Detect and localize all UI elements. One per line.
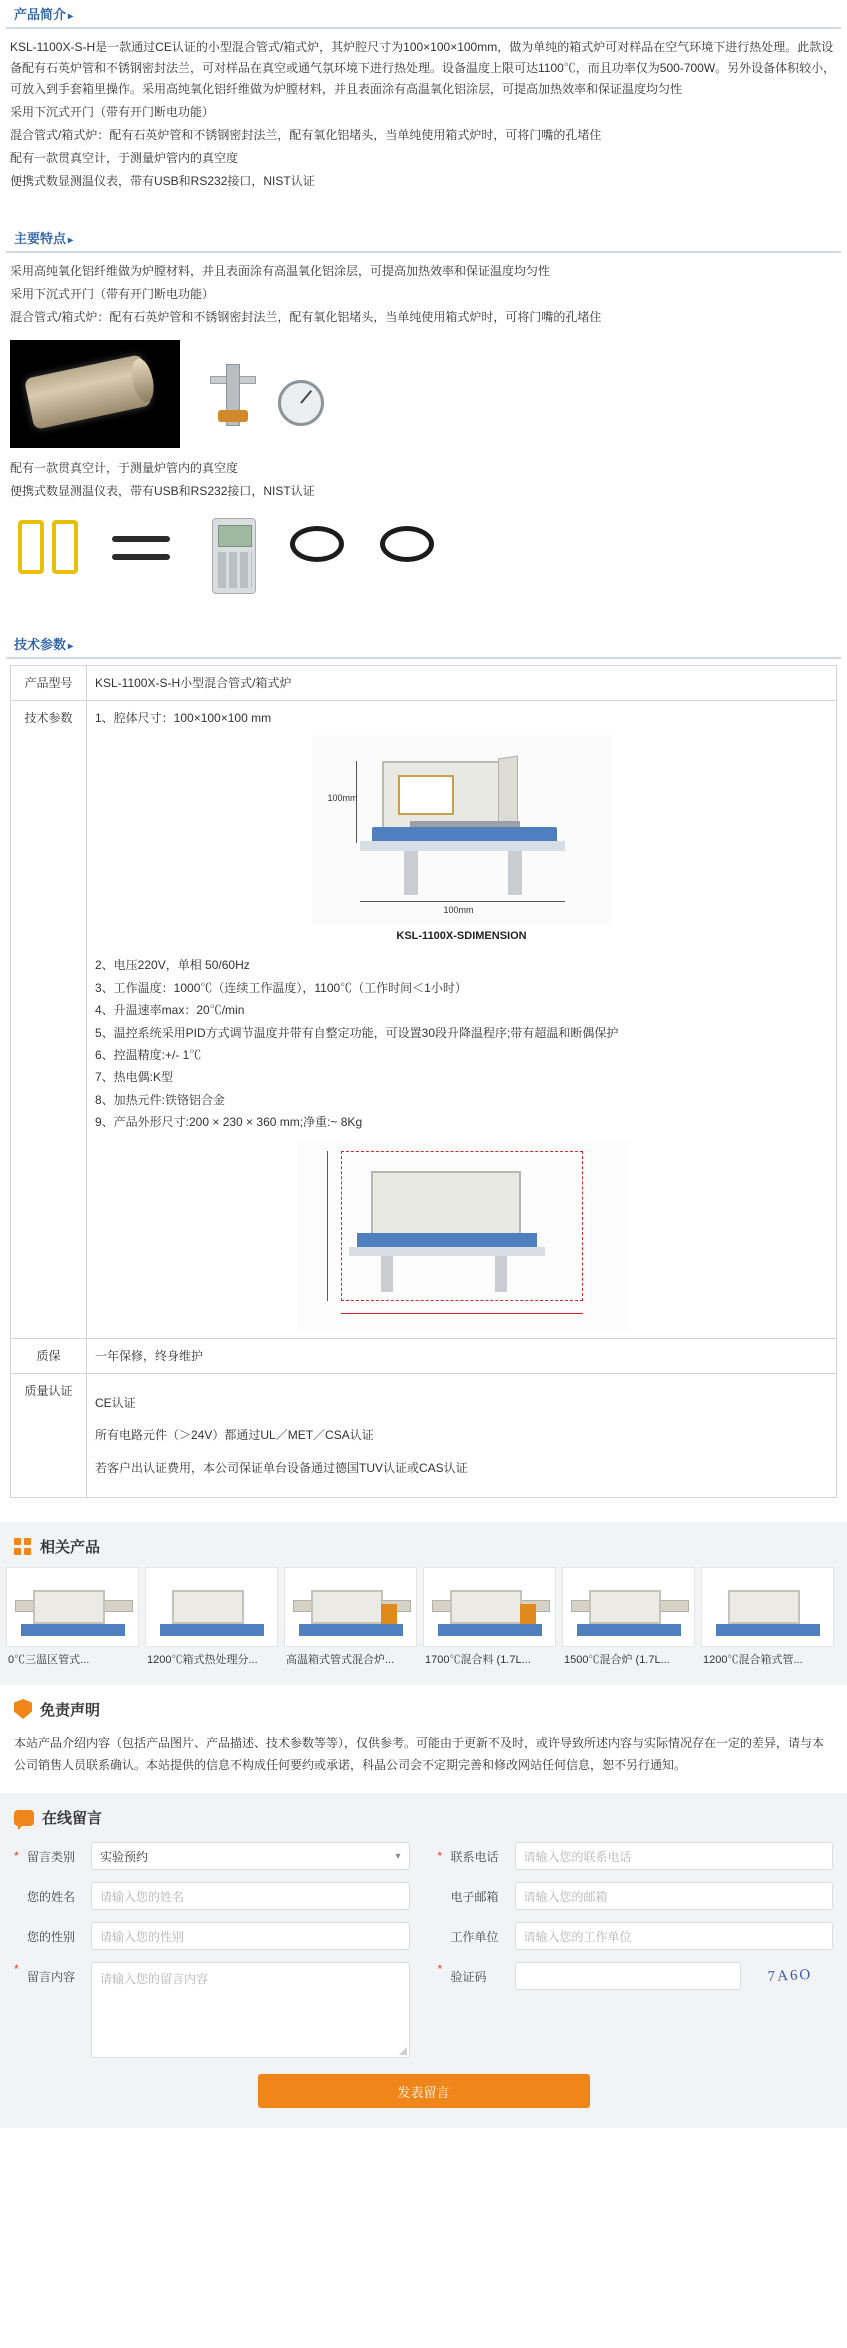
- required-marker: *: [14, 1849, 19, 1864]
- tech-item: 9、产品外形尺寸:200 × 230 × 360 mm;净重:~ 8Kg: [95, 1115, 363, 1130]
- product-caption[interactable]: 1500℃混合炉 (1.7L...: [564, 1654, 670, 1667]
- tech-item: 2、电压220V，单相 50/60Hz: [95, 958, 250, 973]
- product-thumbnail[interactable]: [701, 1567, 834, 1647]
- spec-table: [10, 665, 837, 1498]
- spec-label: 质量认证: [11, 1373, 87, 1497]
- quartz-tube-photo: [10, 340, 180, 448]
- furnace-accent-shape: [381, 1604, 397, 1624]
- product-caption[interactable]: 0℃三温区管式...: [8, 1654, 90, 1667]
- dimension-arrow-horizontal: [341, 1313, 583, 1314]
- tech-item: 8、加热元件:铁铬铝合金: [95, 1092, 226, 1107]
- field-label: 联系电话: [450, 1849, 499, 1864]
- product-thumbnail[interactable]: [423, 1567, 556, 1647]
- submit-row: [14, 2074, 833, 2108]
- message-form-title: 在线留言: [42, 1810, 103, 1828]
- field-label: 您的姓名: [27, 1889, 76, 1904]
- chevron-right-icon: ▸: [68, 11, 74, 22]
- related-products-title: 相关产品: [40, 1539, 101, 1557]
- thermocouple-clip-photo: [10, 514, 90, 584]
- product-card[interactable]: [284, 1567, 417, 1668]
- email-input[interactable]: [515, 1882, 834, 1910]
- furnace-base-shape: [299, 1624, 403, 1636]
- message-form-section: [0, 1793, 847, 2128]
- furnace-leg-shape: [404, 851, 418, 895]
- gender-input[interactable]: [91, 1922, 410, 1950]
- furnace-dimension-diagram: [312, 735, 612, 925]
- quality-item: CE认证: [95, 1395, 136, 1410]
- furnace-leg-shape: [381, 1256, 393, 1292]
- furnace-body-shape: [450, 1590, 522, 1624]
- captcha-row: [515, 1962, 834, 1990]
- feature-paragraph: 采用高纯氧化铝纤维做为炉膛材料，并且表面涂有高温氧化铝涂层，可提高加热效率和保证温度均匀性: [10, 264, 551, 278]
- product-caption[interactable]: 1200℃箱式热处理分...: [147, 1654, 258, 1667]
- furnace-base-shape: [716, 1624, 820, 1636]
- chevron-down-icon: ▾: [395, 1850, 401, 1862]
- field-label: 工作单位: [450, 1929, 499, 1944]
- disclaimer-title: 免责声明: [40, 1701, 101, 1719]
- field-label: 您的性别: [27, 1929, 76, 1944]
- chat-icon: [14, 1810, 34, 1826]
- diagram-caption: KSL-1100X-SDIMENSION: [396, 929, 527, 942]
- vacuum-gauge-photo: [190, 340, 340, 448]
- table-row: [11, 1373, 837, 1497]
- product-thumbnail[interactable]: [562, 1567, 695, 1647]
- furnace-body-shape: [311, 1590, 383, 1624]
- spec-value-tech: [87, 701, 837, 1338]
- furnace-base-shape: [577, 1624, 681, 1636]
- gauge-dial-shape: [278, 380, 324, 426]
- product-thumbnail[interactable]: [284, 1567, 417, 1647]
- field-label: 留言内容: [27, 1970, 76, 1985]
- spec-label: 质保: [11, 1338, 87, 1373]
- chevron-right-icon: ▸: [68, 235, 74, 246]
- table-row: [11, 666, 837, 701]
- spec-table-wrap: [0, 659, 847, 1508]
- name-input[interactable]: [91, 1882, 410, 1910]
- spec-label: 产品型号: [11, 666, 87, 701]
- product-thumbnail[interactable]: [145, 1567, 278, 1647]
- section-title-features: 主要特点: [14, 231, 67, 246]
- spec-value: 一年保修，终身维护: [87, 1338, 837, 1373]
- probe-photo: [100, 514, 190, 584]
- category-select[interactable]: [91, 1842, 410, 1870]
- furnace-accent-shape: [520, 1604, 536, 1624]
- section-heading-features: [6, 224, 841, 253]
- product-card[interactable]: [701, 1567, 834, 1668]
- tech-item: 7、热电偶:K型: [95, 1070, 174, 1085]
- field-email: [438, 1882, 834, 1910]
- company-input-placeholder: 请输入您的工作单位: [523, 1929, 632, 1944]
- phone-input[interactable]: [515, 1842, 834, 1870]
- grid-icon: [14, 1538, 32, 1556]
- yellow-clip-shape: [52, 520, 78, 574]
- furnace-outline-diagram: [297, 1141, 627, 1331]
- related-products-row: [0, 1567, 847, 1668]
- dimension-arrow-vertical: [327, 1151, 328, 1301]
- section-title-specs: 技术参数: [14, 637, 67, 652]
- field-phone: [438, 1842, 834, 1870]
- furnace-plate-shape: [349, 1247, 545, 1256]
- product-caption[interactable]: 1700℃混合料 (1.7L...: [425, 1654, 531, 1667]
- product-card[interactable]: [145, 1567, 278, 1668]
- spec-value: KSL-1100X-S-H小型混合管式/箱式炉: [87, 666, 837, 701]
- dimension-line-horizontal: [360, 901, 565, 902]
- quality-item: 所有电路元件（＞24V）都通过UL／MET／CSA认证: [95, 1428, 374, 1443]
- furnace-body-shape: [371, 1171, 521, 1235]
- intro-paragraph: 采用下沉式开门（带有开门断电功能）: [10, 105, 215, 119]
- disclaimer-text: 本站产品介绍内容（包括产品图片、产品描述、技术参数等等），仅供参考。可能由于更新不及时，或许导致所述内容与实际情况存在一定的差异，请与本公司销售人员联系确认。本站提供的信息不构成任何要约或承诺，科晶公司会不定期完善和修改网站任何信息，恕不另行通知。: [14, 1735, 825, 1773]
- message-form-heading: [14, 1807, 833, 1828]
- valve-knob-shape: [218, 410, 248, 422]
- cable-coil-shape: [290, 526, 344, 562]
- name-input-placeholder: 请输入您的姓名: [100, 1889, 185, 1904]
- probe-shape: [112, 554, 170, 560]
- digital-meter-photo: [200, 514, 270, 602]
- tech-item: 5、温控系统采用PID方式调节温度并带有自整定功能，可设置30段升降温程序;带有超温和断偶保护: [95, 1025, 619, 1040]
- category-select-value: 实验预约: [100, 1849, 149, 1864]
- captcha-input[interactable]: [515, 1962, 742, 1990]
- tech-item-list: [95, 708, 828, 728]
- field-content: [14, 1962, 410, 2058]
- tech-item: 4、升温速率max：20℃/min: [95, 1003, 245, 1018]
- message-form-grid: [14, 1842, 833, 2058]
- cable-coil-shape: [380, 526, 434, 562]
- dimension-label-vertical: 100mm: [327, 792, 358, 803]
- related-products-heading: [0, 1536, 847, 1567]
- field-category: [14, 1842, 410, 1870]
- furnace-body-shape: [589, 1590, 661, 1624]
- furnace-body-shape: [728, 1590, 800, 1624]
- field-company: [438, 1922, 834, 1950]
- feature-paragraph: 便携式数显测温仪表，带有USB和RS232接口，NIST认证: [10, 484, 315, 498]
- table-row: [11, 701, 837, 1338]
- disclaimer-section: [0, 1685, 847, 1782]
- tech-item-list-2: [95, 955, 828, 1132]
- features-body-2: [0, 454, 847, 508]
- quartz-tube-shape: [24, 354, 152, 430]
- disclaimer-heading: [14, 1699, 833, 1720]
- field-label: 电子邮箱: [450, 1889, 499, 1904]
- gender-input-placeholder: 请输入您的性别: [100, 1929, 185, 1944]
- submit-message-button[interactable]: 发表留言: [258, 2074, 590, 2108]
- probe-shape: [112, 536, 170, 542]
- spec-label: 技术参数: [11, 701, 87, 1338]
- product-caption[interactable]: 高温箱式管式混合炉...: [286, 1654, 395, 1667]
- rs232-cable-photo: [370, 514, 450, 584]
- field-gender: [14, 1922, 410, 1950]
- table-row: [11, 1338, 837, 1373]
- field-label: 验证码: [450, 1970, 487, 1985]
- content-textarea[interactable]: [91, 1962, 410, 2058]
- quality-item: 若客户出认证费用，本公司保证单台设备通过德国TUV认证或CAS认证: [95, 1460, 468, 1475]
- furnace-plate-shape: [360, 841, 565, 851]
- usb-cable-photo: [280, 514, 360, 584]
- furnace-base-shape: [21, 1624, 125, 1636]
- intro-body: [0, 29, 847, 198]
- furnace-body-shape: [172, 1590, 244, 1624]
- meter-screen-shape: [218, 525, 252, 547]
- shield-icon: [14, 1699, 32, 1719]
- field-captcha: [438, 1962, 834, 2058]
- furnace-leg-shape: [495, 1256, 507, 1292]
- section-heading-specs: [6, 630, 841, 659]
- product-caption[interactable]: 1200℃混合箱式管...: [703, 1654, 803, 1667]
- chevron-right-icon: ▸: [68, 641, 74, 652]
- phone-input-placeholder: 请输入您的联系电话: [523, 1849, 632, 1864]
- required-marker: *: [437, 1849, 443, 1864]
- section-heading-intro: [6, 0, 841, 29]
- meter-body-shape: [212, 518, 256, 594]
- email-input-placeholder: 请输入您的邮箱: [523, 1889, 608, 1904]
- content-textarea-placeholder: 请输入您的留言内容: [100, 1972, 209, 1987]
- features-body: [0, 253, 847, 334]
- feature-paragraph: 采用下沉式开门（带有开门断电功能）: [10, 287, 215, 301]
- dimension-label-horizontal: 100mm: [443, 904, 474, 915]
- intro-paragraph: 配有一款贯真空计，于测量炉管内的真空度: [10, 151, 239, 165]
- tech-item: 3、工作温度：1000℃（连续工作温度），1100℃（工作时间＜1小时）: [95, 980, 467, 995]
- furnace-cavity-shape: [398, 775, 454, 815]
- yellow-clip-shape: [18, 520, 44, 574]
- captcha-image[interactable]: [746, 1960, 833, 1992]
- tech-item: 6、控温精度:+/- 1℃: [95, 1048, 202, 1063]
- furnace-leg-shape: [508, 851, 522, 895]
- intro-paragraph: 混合管式/箱式炉：配有石英炉管和不锈钢密封法兰，配有氧化铝堵头，当单纯使用箱式炉时，可将门嘴的孔堵住: [10, 128, 602, 142]
- product-card[interactable]: [6, 1567, 139, 1668]
- feature-paragraph: 混合管式/箱式炉：配有石英炉管和不锈钢密封法兰，配有氧化铝堵头，当单纯使用箱式炉时，可将门嘴的孔堵住: [10, 310, 602, 324]
- furnace-base-shape: [438, 1624, 542, 1636]
- field-label: 留言类别: [27, 1849, 76, 1864]
- tech-item: 1、腔体尺寸：100×100×100 mm: [95, 711, 272, 726]
- feature-paragraph: 配有一款贯真空计，于测量炉管内的真空度: [10, 461, 239, 475]
- product-card[interactable]: [423, 1567, 556, 1668]
- field-name: [14, 1882, 410, 1910]
- furnace-body-shape: [33, 1590, 105, 1624]
- intro-paragraph: KSL-1100X-S-H是一款通过CE认证的小型混合管式/箱式炉，其炉腔尺寸为100×100×100mm，做为单纯的箱式炉可对样品在空气环境下进行热处理。此款设备配有石英炉管和不锈钢密封法兰，可对样品在真空或通气氛环境下进行热处理。设备温度上限可达1100℃，而且功率仅为500-700W。另外设备体积较小，可放入到手套箱里操作。采用高纯氧化铝纤维做为炉膛材料，并且表面涂有高温氧化铝涂层，可提高加热效率和保证温度均匀性: [10, 40, 836, 96]
- required-marker: *: [437, 1962, 443, 1977]
- product-thumbnail[interactable]: [6, 1567, 139, 1647]
- meter-keypad-shape: [218, 552, 252, 588]
- intro-paragraph: 便携式数显测温仪表，带有USB和RS232接口，NIST认证: [10, 174, 315, 188]
- spec-value-quality: [87, 1373, 837, 1497]
- captcha-text: 7A6O: [767, 1966, 813, 1985]
- section-title-intro: 产品简介: [14, 7, 67, 22]
- product-card[interactable]: [562, 1567, 695, 1668]
- required-marker: *: [14, 1962, 19, 1977]
- furnace-base-shape: [160, 1624, 264, 1636]
- company-input[interactable]: [515, 1922, 834, 1950]
- instrument-photo-row: [0, 508, 847, 608]
- feature-photo-row: [0, 334, 847, 454]
- related-products-section: [0, 1522, 847, 1684]
